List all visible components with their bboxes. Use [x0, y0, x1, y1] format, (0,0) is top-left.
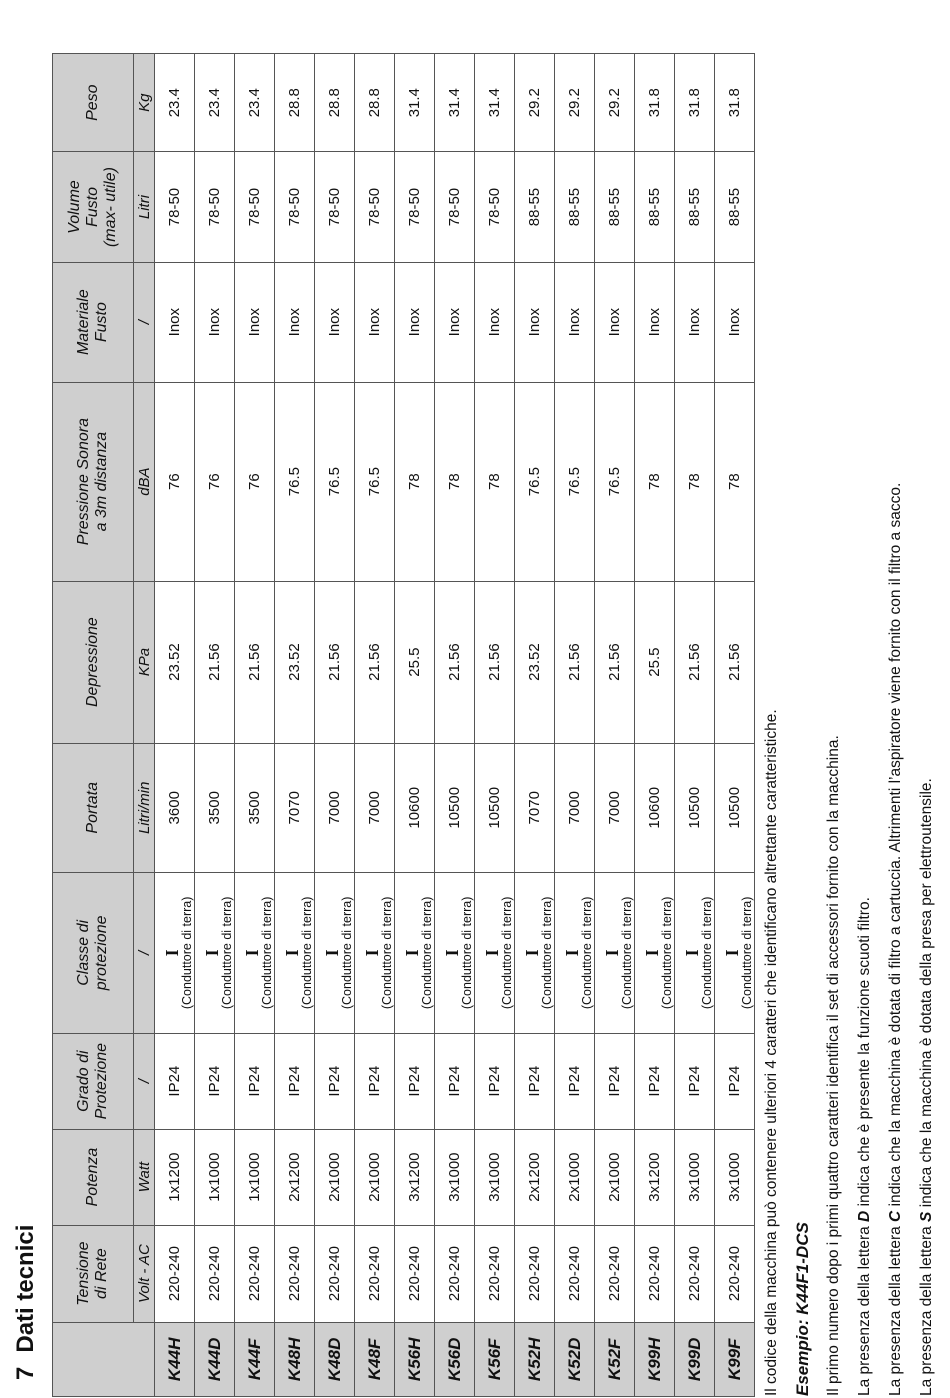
- cell-volume: 78-50: [235, 152, 275, 262]
- cell-weight: 28.8: [355, 54, 395, 152]
- cell-weight: 29.2: [515, 54, 555, 152]
- cell-depression: 25.5: [635, 581, 675, 743]
- cell-flow: 10500: [675, 743, 715, 873]
- cell-grado: IP24: [155, 1033, 195, 1129]
- cell-model: K52H: [515, 1322, 555, 1396]
- notes-line-accessories: Il primo numero dopo i primi quattro caratteri identifica il set di accessori fornito con la macchina.: [825, 735, 842, 1396]
- cell-material: Inox: [315, 262, 355, 382]
- cell-power: 2x1200: [515, 1129, 555, 1225]
- cell-flow: 10600: [395, 743, 435, 873]
- cell-material: Inox: [675, 262, 715, 382]
- cell-volume: 88-55: [675, 152, 715, 262]
- class-sub: (Conduttore di terra): [540, 896, 554, 1010]
- cell-protection-class: [475, 873, 515, 1034]
- cell-weight: 31.8: [635, 54, 675, 152]
- cell-volume: 78-50: [435, 152, 475, 262]
- table-row: [475, 54, 515, 1397]
- cell-flow: 10500: [715, 743, 755, 873]
- cell-weight: 28.8: [275, 54, 315, 152]
- unit-header: Volt - AC: [134, 1225, 155, 1322]
- cell-power: 2x1000: [355, 1129, 395, 1225]
- notes-line-c: La presenza della lettera C indica che la macchina è dotata di filtro a cartuccia. Altrimenti l’aspiratore viene fornito con il filtro a sacco.: [887, 482, 904, 1396]
- cell-depression: 25.5: [395, 581, 435, 743]
- cell-flow: 7070: [275, 743, 315, 873]
- cell-flow: 3500: [235, 743, 275, 873]
- cell-noise: 76.5: [355, 382, 395, 581]
- cell-flow: 7070: [515, 743, 555, 873]
- cell-power: 3x1000: [475, 1129, 515, 1225]
- cell-weight: 23.4: [195, 54, 235, 152]
- class-sub: (Conduttore di terra): [580, 896, 594, 1010]
- column-header: Volume Fusto (max- utile): [53, 152, 134, 262]
- cell-voltage: 220-240: [595, 1225, 635, 1322]
- cell-voltage: 220-240: [475, 1225, 515, 1322]
- cell-protection-class: [595, 873, 635, 1034]
- cell-depression: 21.56: [435, 581, 475, 743]
- notes-intro: Il codice della macchina può contenere ulteriori 4 caratteri che identificano altrettante caratteristiche.: [763, 709, 780, 1396]
- section-heading: [12, 1225, 40, 1380]
- cell-material: Inox: [475, 262, 515, 382]
- cell-model: K48F: [355, 1322, 395, 1396]
- cell-grado: IP24: [355, 1033, 395, 1129]
- cell-power: 1x1000: [195, 1129, 235, 1225]
- cell-grado: IP24: [435, 1033, 475, 1129]
- cell-material: Inox: [235, 262, 275, 382]
- cell-noise: 78: [435, 382, 475, 581]
- cell-model: K56H: [395, 1322, 435, 1396]
- cell-depression: 21.56: [715, 581, 755, 743]
- column-header: Classe di protezione: [53, 873, 134, 1034]
- cell-voltage: 220-240: [395, 1225, 435, 1322]
- column-header: Grado di Protezione: [53, 1033, 134, 1129]
- class-roman: I: [322, 949, 342, 957]
- column-header: Potenza: [53, 1129, 134, 1225]
- cell-protection-class: [195, 873, 235, 1034]
- notes-line-d: La presenza della lettera D indica che è presente la funzione scuoti filtro.: [856, 897, 873, 1396]
- unit-header: /: [134, 873, 155, 1034]
- table-row: [515, 54, 555, 1397]
- cell-material: Inox: [595, 262, 635, 382]
- cell-protection-class: [355, 873, 395, 1034]
- cell-depression: 21.56: [475, 581, 515, 743]
- cell-noise: 76.5: [315, 382, 355, 581]
- cell-grado: IP24: [275, 1033, 315, 1129]
- notes-line-s: La presenza della lettera S indica che la macchina è dotata della presa per elettroutensile.: [918, 778, 935, 1396]
- header-corner: [53, 1322, 155, 1396]
- cell-model: K99D: [675, 1322, 715, 1396]
- cell-volume: 78-50: [355, 152, 395, 262]
- cell-grado: IP24: [515, 1033, 555, 1129]
- cell-noise: 76: [235, 382, 275, 581]
- class-roman: I: [282, 949, 302, 957]
- cell-depression: 21.56: [355, 581, 395, 743]
- cell-power: 3x1000: [435, 1129, 475, 1225]
- cell-voltage: 220-240: [715, 1225, 755, 1322]
- cell-material: Inox: [515, 262, 555, 382]
- cell-voltage: 220-240: [195, 1225, 235, 1322]
- class-roman: I: [602, 949, 622, 957]
- cell-protection-class: [515, 873, 555, 1034]
- cell-noise: 78: [395, 382, 435, 581]
- class-sub: (Conduttore di terra): [500, 896, 514, 1010]
- class-roman: I: [562, 949, 582, 957]
- table-row: [555, 54, 595, 1397]
- cell-material: Inox: [355, 262, 395, 382]
- cell-volume: 88-55: [515, 152, 555, 262]
- unit-header: Watt: [134, 1129, 155, 1225]
- cell-model: K44H: [155, 1322, 195, 1396]
- cell-power: 2x1000: [315, 1129, 355, 1225]
- cell-model: K48D: [315, 1322, 355, 1396]
- cell-depression: 21.56: [315, 581, 355, 743]
- section-number: 7: [12, 1366, 39, 1380]
- cell-noise: 76: [155, 382, 195, 581]
- table-row: [195, 54, 235, 1397]
- cell-model: K52F: [595, 1322, 635, 1396]
- class-roman: I: [682, 949, 702, 957]
- cell-protection-class: [235, 873, 275, 1034]
- cell-weight: 23.4: [155, 54, 195, 152]
- cell-model: K56D: [435, 1322, 475, 1396]
- cell-material: Inox: [395, 262, 435, 382]
- cell-volume: 88-55: [595, 152, 635, 262]
- notes-section: [756, 16, 942, 1396]
- cell-power: 3x1000: [715, 1129, 755, 1225]
- class-roman: I: [402, 949, 422, 957]
- table-row: [635, 54, 675, 1397]
- class-sub: (Conduttore di terra): [340, 896, 354, 1010]
- cell-grado: IP24: [315, 1033, 355, 1129]
- cell-noise: 78: [715, 382, 755, 581]
- cell-grado: IP24: [195, 1033, 235, 1129]
- cell-weight: 29.2: [595, 54, 635, 152]
- cell-flow: 7000: [315, 743, 355, 873]
- cell-volume: 78-50: [395, 152, 435, 262]
- cell-volume: 88-55: [635, 152, 675, 262]
- table-row: [315, 54, 355, 1397]
- cell-volume: 88-55: [555, 152, 595, 262]
- class-sub: (Conduttore di terra): [460, 896, 474, 1010]
- cell-grado: IP24: [395, 1033, 435, 1129]
- cell-noise: 76.5: [595, 382, 635, 581]
- cell-protection-class: [155, 873, 195, 1034]
- cell-material: Inox: [435, 262, 475, 382]
- cell-model: K52D: [555, 1322, 595, 1396]
- unit-header: Kg: [134, 54, 155, 152]
- cell-protection-class: [435, 873, 475, 1034]
- class-roman: I: [482, 949, 502, 957]
- cell-grado: IP24: [235, 1033, 275, 1129]
- cell-flow: 7000: [595, 743, 635, 873]
- cell-power: 3x1200: [395, 1129, 435, 1225]
- cell-protection-class: [275, 873, 315, 1034]
- cell-voltage: 220-240: [515, 1225, 555, 1322]
- cell-power: 1x1200: [155, 1129, 195, 1225]
- cell-power: 2x1200: [275, 1129, 315, 1225]
- cell-model: K48H: [275, 1322, 315, 1396]
- cell-power: 2x1000: [595, 1129, 635, 1225]
- cell-power: 3x1200: [635, 1129, 675, 1225]
- cell-grado: IP24: [555, 1033, 595, 1129]
- units-row: [134, 54, 155, 1397]
- class-roman: I: [442, 949, 462, 957]
- cell-flow: 10500: [435, 743, 475, 873]
- cell-weight: 23.4: [235, 54, 275, 152]
- cell-weight: 31.8: [675, 54, 715, 152]
- cell-volume: 78-50: [195, 152, 235, 262]
- cell-model: K99H: [635, 1322, 675, 1396]
- cell-weight: 29.2: [555, 54, 595, 152]
- table-row: [715, 54, 755, 1397]
- cell-protection-class: [315, 873, 355, 1034]
- cell-flow: 7000: [355, 743, 395, 873]
- cell-model: K44F: [235, 1322, 275, 1396]
- cell-protection-class: [395, 873, 435, 1034]
- cell-material: Inox: [635, 262, 675, 382]
- section-title: Dati tecnici: [12, 1224, 39, 1353]
- unit-header: Litri/min: [134, 743, 155, 873]
- column-header: Materiale Fusto: [53, 262, 134, 382]
- cell-depression: 21.56: [195, 581, 235, 743]
- cell-protection-class: [555, 873, 595, 1034]
- cell-volume: 78-50: [155, 152, 195, 262]
- unit-header: /: [134, 1033, 155, 1129]
- class-sub: (Conduttore di terra): [620, 896, 634, 1010]
- cell-flow: 7000: [555, 743, 595, 873]
- cell-power: 3x1000: [675, 1129, 715, 1225]
- cell-noise: 76.5: [515, 382, 555, 581]
- cell-flow: 10500: [475, 743, 515, 873]
- cell-voltage: 220-240: [155, 1225, 195, 1322]
- cell-noise: 76: [195, 382, 235, 581]
- column-header: Portata: [53, 743, 134, 873]
- column-header: Tensione di Rete: [53, 1225, 134, 1322]
- cell-depression: 21.56: [235, 581, 275, 743]
- cell-weight: 31.8: [715, 54, 755, 152]
- cell-noise: 78: [675, 382, 715, 581]
- class-sub: (Conduttore di terra): [180, 896, 194, 1010]
- cell-protection-class: [715, 873, 755, 1034]
- cell-weight: 28.8: [315, 54, 355, 152]
- cell-flow: 3500: [195, 743, 235, 873]
- class-roman: I: [642, 949, 662, 957]
- unit-header: /: [134, 262, 155, 382]
- cell-noise: 78: [475, 382, 515, 581]
- notes-example: Esempio: K44F1-DCS: [793, 1222, 812, 1396]
- column-header: Depressione: [53, 581, 134, 743]
- class-roman: I: [722, 949, 742, 957]
- cell-model: K99F: [715, 1322, 755, 1396]
- table-row: [675, 54, 715, 1397]
- cell-weight: 31.4: [395, 54, 435, 152]
- cell-power: 2x1000: [555, 1129, 595, 1225]
- class-sub: (Conduttore di terra): [260, 896, 274, 1010]
- class-sub: (Conduttore di terra): [300, 896, 314, 1010]
- cell-material: Inox: [275, 262, 315, 382]
- class-sub: (Conduttore di terra): [220, 896, 234, 1010]
- table-row: [235, 54, 275, 1397]
- cell-volume: 78-50: [315, 152, 355, 262]
- cell-noise: 78: [635, 382, 675, 581]
- class-roman: I: [162, 949, 182, 957]
- cell-grado: IP24: [675, 1033, 715, 1129]
- column-header: Pressione Sonora a 3m distanza: [53, 382, 134, 581]
- class-roman: I: [242, 949, 262, 957]
- class-roman: I: [202, 949, 222, 957]
- cell-material: Inox: [555, 262, 595, 382]
- table-row: [155, 54, 195, 1397]
- cell-volume: 78-50: [275, 152, 315, 262]
- unit-header: dBA: [134, 382, 155, 581]
- cell-voltage: 220-240: [315, 1225, 355, 1322]
- cell-flow: 10600: [635, 743, 675, 873]
- cell-voltage: 220-240: [675, 1225, 715, 1322]
- class-sub: (Conduttore di terra): [420, 896, 434, 1010]
- class-sub: (Conduttore di terra): [660, 896, 674, 1010]
- unit-header: KPa: [134, 581, 155, 743]
- cell-weight: 31.4: [475, 54, 515, 152]
- header-row: [53, 54, 134, 1397]
- cell-weight: 31.4: [435, 54, 475, 152]
- cell-volume: 88-55: [715, 152, 755, 262]
- cell-depression: 23.52: [155, 581, 195, 743]
- cell-depression: 21.56: [675, 581, 715, 743]
- cell-noise: 76.5: [275, 382, 315, 581]
- cell-model: K56F: [475, 1322, 515, 1396]
- cell-model: K44D: [195, 1322, 235, 1396]
- cell-protection-class: [675, 873, 715, 1034]
- cell-material: Inox: [155, 262, 195, 382]
- cell-depression: 23.52: [515, 581, 555, 743]
- cell-grado: IP24: [595, 1033, 635, 1129]
- cell-depression: 23.52: [275, 581, 315, 743]
- cell-material: Inox: [195, 262, 235, 382]
- cell-voltage: 220-240: [355, 1225, 395, 1322]
- table-row: [275, 54, 315, 1397]
- unit-header: Litri: [134, 152, 155, 262]
- cell-grado: IP24: [715, 1033, 755, 1129]
- class-sub: (Conduttore di terra): [740, 896, 754, 1010]
- cell-voltage: 220-240: [555, 1225, 595, 1322]
- column-header: Peso: [53, 54, 134, 152]
- cell-flow: 3600: [155, 743, 195, 873]
- table-row: [395, 54, 435, 1397]
- cell-voltage: 220-240: [275, 1225, 315, 1322]
- class-roman: I: [522, 949, 542, 957]
- class-roman: I: [362, 949, 382, 957]
- cell-voltage: 220-240: [635, 1225, 675, 1322]
- cell-material: Inox: [715, 262, 755, 382]
- cell-noise: 76.5: [555, 382, 595, 581]
- class-sub: (Conduttore di terra): [380, 896, 394, 1010]
- cell-grado: IP24: [475, 1033, 515, 1129]
- table-row: [435, 54, 475, 1397]
- cell-volume: 78-50: [475, 152, 515, 262]
- cell-depression: 21.56: [595, 581, 635, 743]
- table-row: [595, 54, 635, 1397]
- cell-protection-class: [635, 873, 675, 1034]
- technical-data-table: [52, 53, 755, 1397]
- cell-power: 1x1000: [235, 1129, 275, 1225]
- cell-grado: IP24: [635, 1033, 675, 1129]
- cell-voltage: 220-240: [435, 1225, 475, 1322]
- table-row: [355, 54, 395, 1397]
- cell-voltage: 220-240: [235, 1225, 275, 1322]
- cell-depression: 21.56: [555, 581, 595, 743]
- class-sub: (Conduttore di terra): [700, 896, 714, 1010]
- table-body: [155, 54, 755, 1397]
